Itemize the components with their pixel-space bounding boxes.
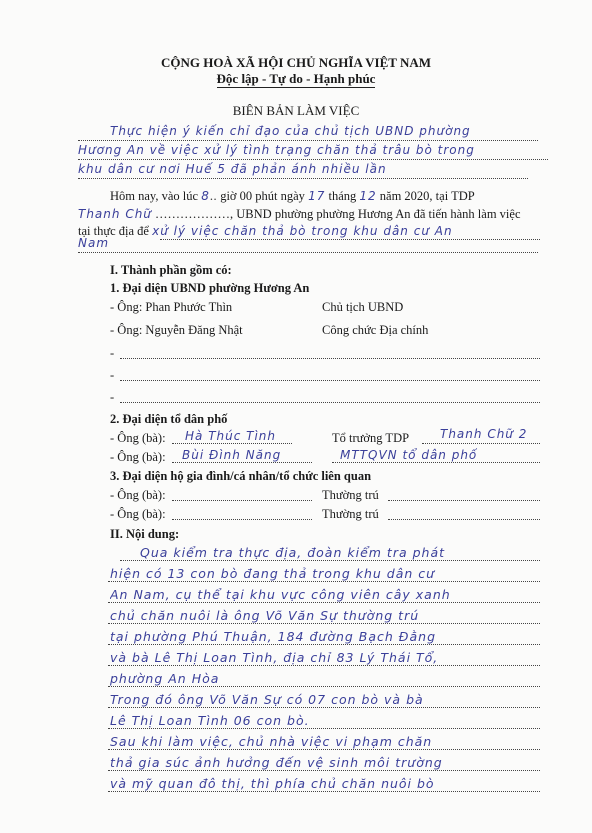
content-handwritten-line: thả gia súc ảnh hưởng đến vệ sinh môi trường xyxy=(110,755,443,770)
content-dotline xyxy=(108,728,540,729)
content-dotline xyxy=(108,581,540,582)
content-handwritten-line: An Nam, cụ thể tại khu vực công viên cây xanh xyxy=(110,587,451,602)
blank-line-1 xyxy=(120,358,540,359)
content-dotline xyxy=(108,623,540,624)
section1-sub2: 2. Đại diện tổ dân phố xyxy=(110,412,228,426)
tdp-member-2-dotline xyxy=(172,462,312,463)
intro-dotline-2 xyxy=(78,159,548,160)
opening-month: 12 xyxy=(359,189,377,203)
tdp-member-2-role-dotline xyxy=(332,462,540,463)
intro-handwritten-1: Thực hiện ý kiến chỉ đạo của chủ tịch UBND phường xyxy=(110,124,471,138)
opening-hour: 8 xyxy=(201,189,210,203)
blank-line-1-prefix: - xyxy=(110,346,115,360)
motto xyxy=(0,71,592,86)
household-1-label: - Ông (bà): xyxy=(110,488,166,502)
country-heading: CỘNG HOÀ XÃ HỘI CHỦ NGHĨA VIỆT NAM xyxy=(160,55,432,70)
content-dotline xyxy=(108,644,540,645)
opening-day: 17 xyxy=(308,189,326,203)
content-dotline xyxy=(108,770,540,771)
tdp-member-1-dotline xyxy=(172,443,292,444)
content-handwritten-line: Qua kiểm tra thực địa, đoàn kiểm tra phát xyxy=(140,545,446,560)
content-handwritten-line: Lê Thị Loan Tình 06 con bò. xyxy=(110,713,310,728)
content-handwritten-line: và mỹ quan đô thị, thì phía chủ chăn nuôi bò xyxy=(110,776,435,791)
opening-text-4: năm 2020, tại TDP xyxy=(379,189,475,203)
member-2-name: - Ông: Nguyễn Đăng Nhật xyxy=(110,323,243,337)
blank-line-2-prefix: - xyxy=(110,368,115,382)
opening-line-2 xyxy=(78,207,521,222)
blank-line-3-prefix: - xyxy=(110,390,115,404)
opening-purpose-2: Nam xyxy=(78,236,110,250)
tdp-member-1-role-value: Thanh Chữ 2 xyxy=(440,427,528,441)
intro-handwritten-2: Hương An về việc xử lý tình trạng chăn thả trâu bò trong xyxy=(78,143,475,157)
tdp-member-2-label: - Ông (bà): xyxy=(110,450,166,464)
tdp-member-1-role-label: Tổ trưởng TDP xyxy=(332,431,410,445)
opening-purpose: xử lý việc chăn thả bò trong khu dân cư An xyxy=(152,224,453,238)
document-title: BIÊN BẢN LÀM VIỆC xyxy=(232,103,360,118)
member-1-role: Chủ tịch UBND xyxy=(322,300,404,314)
tdp-member-1-label: - Ông (bà): xyxy=(110,431,166,445)
household-1-dotline xyxy=(172,500,312,501)
opening-text-5: ………………, UBND phường phường Hương An đã tiến hành làm việc xyxy=(155,207,521,221)
tdp-member-1-role-dotline xyxy=(422,443,540,444)
section1-sub3: 3. Đại diện hộ gia đình/cá nhân/tổ chức liên quan xyxy=(110,469,372,483)
content-dotline xyxy=(108,602,540,603)
tdp-member-2-role-value: MTTQVN tổ dân phố xyxy=(340,448,478,462)
member-2-role: Công chức Địa chính xyxy=(322,323,429,337)
content-dotline xyxy=(108,665,540,666)
opening-text-2: giờ 00 phút ngày xyxy=(220,189,305,203)
content-dotline xyxy=(108,707,540,708)
household-2-residence: Thường trú xyxy=(322,507,379,521)
content-handwritten-line: Trong đó ông Võ Văn Sự có 07 con bò và bà xyxy=(110,692,424,707)
content-handwritten-line: phường An Hòa xyxy=(110,671,220,686)
blank-line-3 xyxy=(120,402,540,403)
section1-sub1: 1. Đại diện UBND phường Hương An xyxy=(110,281,310,295)
opening-dotline-3 xyxy=(160,239,540,240)
tdp-member-2-name: Bùi Đình Năng xyxy=(182,448,282,462)
intro-handwritten-3: khu dân cư nơi Huế 5 đã phản ánh nhiều lần xyxy=(78,162,387,176)
intro-dotline-1 xyxy=(78,140,538,141)
content-handwritten-line: hiện có 13 con bò đang thả trong khu dân cư xyxy=(110,566,436,581)
content-dotline xyxy=(120,560,540,561)
household-1-residence: Thường trú xyxy=(322,488,379,502)
household-2-dotline xyxy=(172,519,312,520)
section2-title: II. Nội dung: xyxy=(110,527,180,541)
member-1-name: - Ông: Phan Phước Thìn xyxy=(110,300,233,314)
opening-text-1: Hôm nay, vào lúc xyxy=(110,189,199,203)
content-dotline xyxy=(108,749,540,750)
motto-text: Độc lập - Tự do - Hạnh phúc xyxy=(216,71,376,86)
opening-text-3: tháng xyxy=(328,189,357,203)
content-dotline xyxy=(108,791,540,792)
content-handwritten-line: tại phường Phú Thuận, 184 đường Bạch Đằng xyxy=(110,629,437,644)
tdp-member-1-name: Hà Thúc Tình xyxy=(185,429,277,443)
household-1-residence-dotline xyxy=(388,500,540,501)
content-handwritten-line: chủ chăn nuôi là ông Võ Văn Sự thường trú xyxy=(110,608,420,623)
household-2-label: - Ông (bà): xyxy=(110,507,166,521)
blank-line-2 xyxy=(120,380,540,381)
opening-line-3 xyxy=(78,224,453,239)
content-dotline xyxy=(108,686,540,687)
opening-tdp: Thanh Chữ xyxy=(78,207,152,221)
intro-dotline-3 xyxy=(78,178,528,179)
content-handwritten-line: Sau khi làm việc, chủ nhà việc vi phạm chăn xyxy=(110,734,433,749)
section1-title: I. Thành phần gồm có: xyxy=(110,263,232,277)
opening-line-1: Hôm nay, vào lúc 8.. giờ 00 phút ngày 17 tháng 12 năm 2020, tại TDP xyxy=(110,189,475,203)
content-handwritten-line: và bà Lê Thị Loan Tình, địa chỉ 83 Lý Thái Tổ, xyxy=(110,650,439,665)
opening-text-6: tại thực địa để xyxy=(78,224,149,238)
opening-dotline-4 xyxy=(78,252,538,253)
household-2-residence-dotline xyxy=(388,519,540,520)
